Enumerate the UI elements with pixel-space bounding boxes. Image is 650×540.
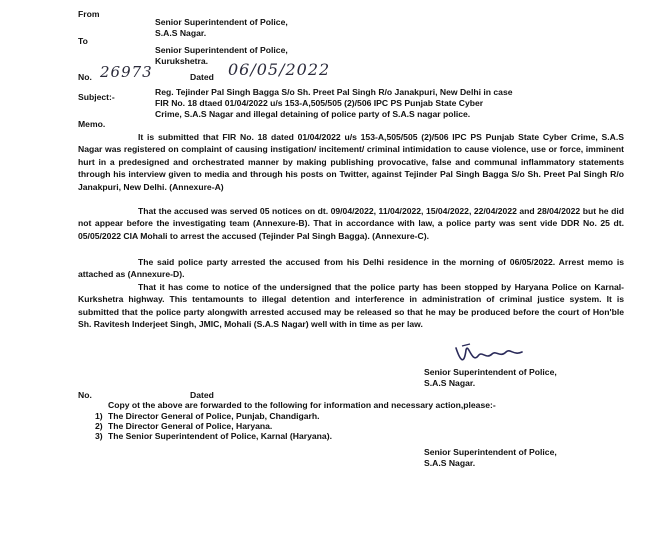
memo-label: Memo.	[78, 119, 106, 129]
dated-value: 06/05/2022	[228, 60, 331, 79]
list-item-text: The Director General of Police, Punjab, Chandigarh.	[108, 411, 320, 421]
signature-1-line-1: Senior Superintendent of Police,	[424, 367, 557, 377]
subject-line-2: FIR No. 18 dtaed 01/04/2022 u/s 153-A,505/505 (2)/506 IPC PS Punjab State Cyber	[155, 98, 484, 108]
dated-label: Dated	[190, 72, 214, 82]
subject-line-3: Crime, S.A.S Nagar and illegal detaining of police party of S.A.S nagar police.	[155, 109, 471, 119]
from-line-2: S.A.S Nagar.	[155, 28, 207, 38]
paragraph-2: That the accused was served 05 notices on dt. 09/04/2022, 11/04/2022, 15/04/2022, 22/04/2022 and 28/04/2022 but he did not appear before the investigating team (Annexure-B). That in accordance with law, a police party was sent vide DDR No. 25 dt. 05/05/2022 CIA Mohali to arrest the accused (Tejinder Pal Singh Bagga). (Annexure-C).	[78, 206, 624, 241]
to-line-1: Senior Superintendent of Police,	[155, 45, 288, 55]
paragraph-1: It is submitted that FIR No. 18 dated 01/04/2022 u/s 153-A,505/505 (2)/506 IPC PS Punjab State Cyber Crime, S.A.S Nagar was registered on complaint of causing instigation/ incitement/ criminal intimidation to cause violence, use or force, imminent hurt in a predesigned and orchestrated manner by making publishing provocative, false and communal inflammatory statements through his interview given to media and through his posts on Twitter, against Tejinder Pal Singh Bagga S/o Sh. Preet Pal Singh R/o Janakpuri, New Delhi. (Annexure-A)	[78, 132, 624, 192]
subject-label: Subject:-	[78, 92, 115, 102]
number-value: 26973	[100, 63, 153, 81]
from-line-1: Senior Superintendent of Police,	[155, 17, 288, 27]
subject-line-1: Reg. Tejinder Pal Singh Bagga S/o Sh. Preet Pal Singh R/o Janakpuri, New Delhi in case	[155, 87, 513, 97]
endorsement-number-label: No.	[78, 390, 92, 400]
signature-2-line-1: Senior Superintendent of Police,	[424, 447, 557, 457]
paragraph-3: The said police party arrested the accused from his Delhi residence in the morning of 06/05/2022. Arrest memo is attached as (Annexure-D).	[78, 257, 624, 280]
from-label: From	[78, 9, 100, 19]
list-item-text: The Senior Superintendent of Police, Karnal (Haryana).	[108, 431, 332, 441]
signature-2-line-2: S.A.S Nagar.	[424, 458, 476, 468]
list-item-number: 1)	[95, 411, 103, 421]
list-item-number: 3)	[95, 431, 103, 441]
number-label: No.	[78, 72, 92, 82]
endorsement-dated-label: Dated	[190, 390, 214, 400]
list-item-number: 2)	[95, 421, 103, 431]
paragraph-4: That it has come to notice of the undersigned that the police party has been stopped by Haryana Police on Karnal-Kurkshetra highway. This tentamounts to illegal detention and interference in administration of criminal justice system. It is submitted that the police party alongwith arrested accused may be released so that he may be produced before the court of Hon'ble Sh. Ravitesh Inderjeet Singh, JMIC, Mohali (S.A.S Nagar) well with in time as per law.	[78, 282, 624, 330]
to-label: To	[78, 36, 88, 46]
signature-1-line-2: S.A.S Nagar.	[424, 378, 476, 388]
to-line-2: Kurukshetra.	[155, 56, 209, 66]
copy-text: Copy ot the above are forwarded to the following for information and necessary action,please:-	[108, 400, 496, 410]
list-item-text: The Director General of Police, Haryana.	[108, 421, 273, 431]
